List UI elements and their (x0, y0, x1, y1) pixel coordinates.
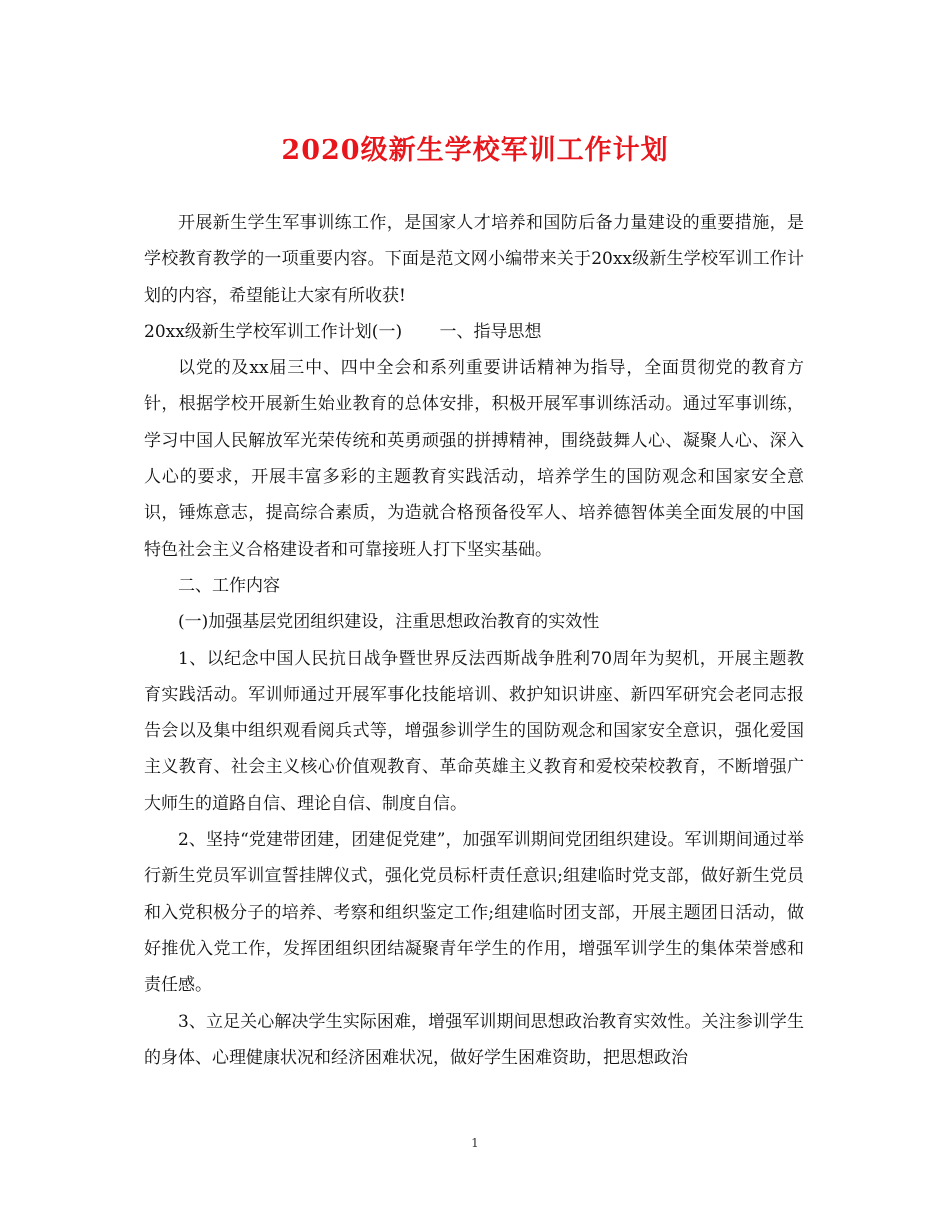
intro-paragraph: 开展新生学生军事训练工作，是国家人才培养和国防后备力量建设的重要措施，是学校教育教学的一项重要内容。下面是范文网小编带来关于20xx级新生学校军训工作计划的内容，希望能让大家有所收获! (144, 213, 804, 306)
page-number: 1 (471, 1136, 479, 1150)
item2-paragraph: 2、坚持“党建带团建，团建促党建”，加强军训期间党团组织建设。军训期间通过举行新生党员军训宣誓挂牌仪式，强化党员标杆责任意识;组建临时党支部，做好新生党员和入党积极分子的培养、考察和组织鉴定工作;组建临时团支部，开展主题团日活动，做好推优入党工作，发挥团组织团结凝聚青年学生的作用，增强军训学生的集体荣誉感和责任感。 (144, 830, 804, 996)
item1-paragraph: 1、以纪念中国人民抗日战争暨世界反法西斯战争胜利70周年为契机，开展主题教育实践活动。军训师通过开展军事化技能培训、救护知识讲座、新四军研究会老同志报告会以及集中组织观看阅兵式等，增强参训学生的国防观念和国家安全意识，强化爱国主义教育、社会主义核心价值观教育、革命英雄主义教育和爱校荣校教育，不断增强广大师生的道路自信、理论自信、制度自信。 (144, 648, 804, 814)
section1-paragraph: 以党的及xx届三中、四中全会和系列重要讲话精神为指导，全面贯彻党的教育方针，根据学校开展新生始业教育的总体安排，积极开展军事训练活动。通过军事训练，学习中国人民解放军光荣传统和英勇顽强的拼搏精神，围绕鼓舞人心、凝聚人心、深入人心的要求，开展丰富多彩的主题教育实践活动，培养学生的国防观念和国家安全意识，锤炼意志，提高综合素质，为造就合格预备役军人、培养德智体美全面发展的中国特色社会主义合格建设者和可靠接班人打下坚实基础。 (144, 358, 804, 560)
document-title: 2020级新生学校军训工作计划 (281, 135, 669, 166)
plan-heading-line (144, 314, 804, 350)
plan-heading: 20xx级新生学校军训工作计划(一) (144, 321, 403, 342)
subsection1-heading: (一)加强基层党团组织建设，注重思想政治教育的实效性 (178, 612, 600, 633)
document-body (144, 205, 804, 1076)
section1-heading: 一、指导思想 (439, 321, 542, 342)
item3-paragraph: 3、立足关心解决学生实际困难，增强军训期间思想政治教育实效性。关注参训学生的身体、心理健康状况和经济困难状况，做好学生困难资助，把思想政治 (144, 1011, 804, 1068)
section2-heading: 二、工作内容 (178, 575, 280, 596)
